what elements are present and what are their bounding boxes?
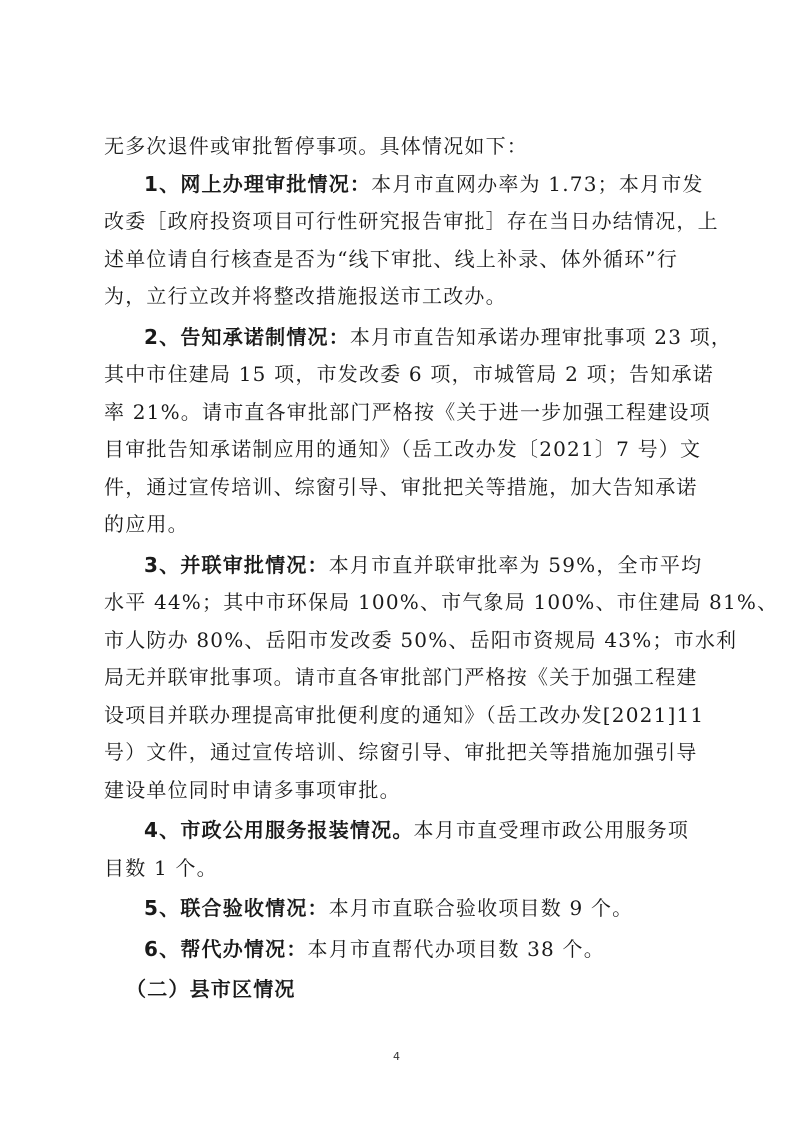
intro-text: 无多次退件或审批暂停事项。具体情况如下：	[104, 134, 528, 158]
section-3-line	[104, 772, 692, 810]
section-2-title: 2、告知承诺制情况：	[144, 324, 350, 349]
section-1-line	[104, 241, 692, 279]
section-4-text: 本月市直受理市政公用服务项	[413, 818, 690, 842]
section-4-title: 4、市政公用服务报装情况。	[144, 818, 414, 842]
section-6-text: 本月市直帮代办项目数 38 个。	[307, 936, 605, 961]
section-1-text: 改委［政府投资项目可行性研究报告审批］存在当日办结情况，上	[104, 209, 719, 233]
section-2-text: 率 21%。请市直各审批部门严格按《关于进一步加强工程建设项	[104, 399, 711, 424]
document-body	[104, 128, 779, 1009]
section-1-line	[104, 203, 719, 241]
section-4-text: 目数 1 个。	[104, 855, 218, 880]
section-1-heading-line	[104, 166, 704, 204]
section-4-heading-line	[104, 812, 692, 850]
section-3-heading-line	[104, 547, 703, 585]
section-3-line	[104, 622, 738, 660]
section-6-title: 6、帮代办情况：	[144, 936, 308, 961]
page-number: 4	[393, 1050, 400, 1063]
intro-line	[104, 128, 692, 166]
section-2-line	[104, 356, 714, 394]
section-3-text: 水平 44%；其中市环保局 100%、市气象局 100%、市住建局 81%、	[104, 590, 779, 614]
section-2-text: 本月市直告知承诺办理审批事项 23 项，	[349, 324, 733, 349]
section-2-line	[104, 394, 711, 432]
section-3-line	[104, 584, 779, 622]
section-2-line	[104, 506, 692, 544]
section-2-line	[104, 431, 702, 469]
section-4-line	[104, 850, 692, 888]
section-3-line	[104, 734, 698, 772]
section-2-text: 其中市住建局 15 项，市发改委 6 项，市城管局 2 项；告知承诺	[104, 362, 714, 386]
section-2-text: 件，通过宣传培训、综窗引导、审批把关等措施，加大告知承诺	[104, 474, 698, 499]
section-1-text: 为，立行立改并将整改措施报送市工改办。	[104, 284, 507, 308]
section-3-title: 3、并联审批情况：	[144, 552, 329, 577]
section-3-text: 号）文件，通过宣传培训、综窗引导、审批把关等措施加强引导	[104, 740, 698, 764]
section-1-text: 述单位请自行核查是否为“线下审批、线上补录、体外循环”行	[104, 246, 679, 271]
section-3-line	[104, 659, 698, 697]
section-3-text: 市人防办 80%、岳阳市发改委 50%、岳阳市资规局 43%；市水利	[104, 627, 738, 652]
section-3-text: 设项目并联办理提高审批便利度的通知》（岳工改办发[2021]11	[104, 702, 705, 727]
section-6-heading-line	[104, 931, 692, 969]
section-2-heading-line	[104, 319, 733, 357]
section-3-text: 建设单位同时申请多事项审批。	[104, 777, 401, 802]
section-3-line	[104, 697, 705, 735]
section-5-text: 本月市直联合验收项目数 9 个。	[328, 896, 634, 920]
section-3-text: 本月市直并联审批率为 59%，全市平均	[328, 552, 703, 577]
section-1-line	[104, 278, 692, 316]
section-3-text: 局无并联审批事项。请市直各审批部门严格按《关于加强工程建	[104, 665, 698, 689]
section-2-text: 目审批告知承诺制应用的通知》（岳工改办发〔2021〕7 号）文	[104, 437, 702, 461]
section-2-text: 的应用。	[104, 512, 189, 536]
section-2-line	[104, 469, 698, 507]
section-1-text: 本月市直网办率为 1.73；本月市发	[371, 171, 704, 196]
section-county-heading-line	[104, 971, 692, 1009]
section-county-title: （二）县市区情况	[126, 977, 296, 1001]
section-1-title: 1、网上办理审批情况：	[144, 171, 372, 196]
section-5-title: 5、联合验收情况：	[144, 896, 329, 920]
section-5-heading-line	[104, 890, 692, 928]
